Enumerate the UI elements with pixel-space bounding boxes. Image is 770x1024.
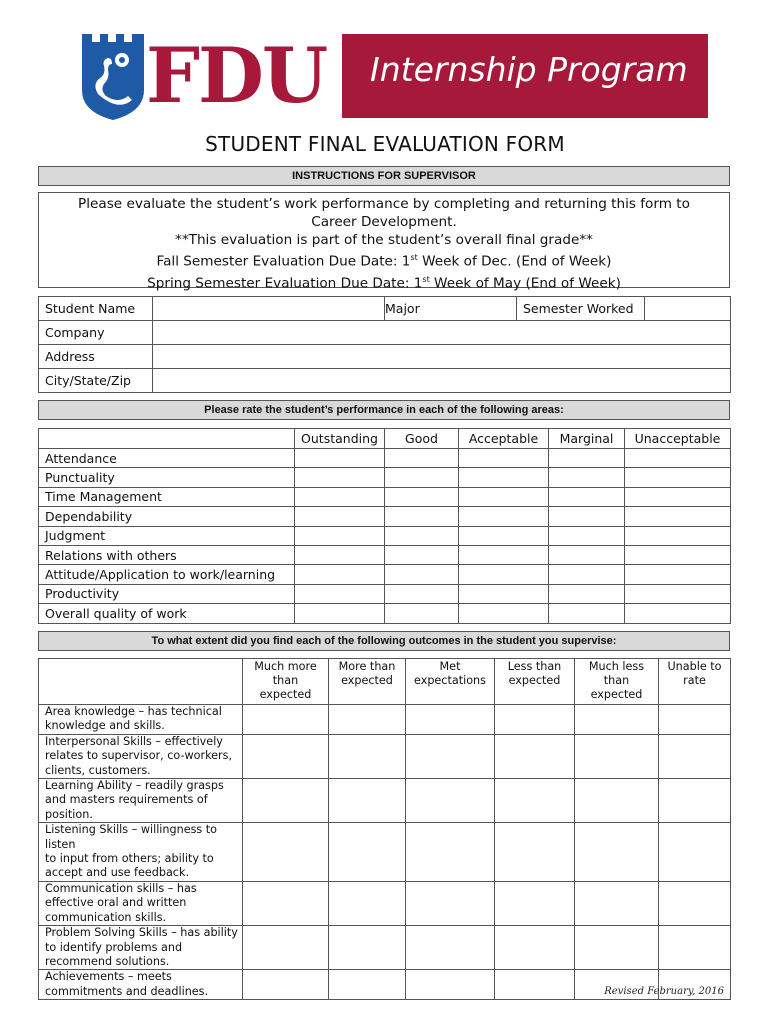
outcome-cell[interactable] <box>329 779 406 823</box>
outcome-cell[interactable] <box>243 734 329 778</box>
outcome-cell[interactable] <box>329 705 406 735</box>
outcome-row <box>39 881 731 925</box>
rating-row <box>39 526 731 545</box>
criterion-label: Productivity <box>39 584 295 603</box>
rating-cell[interactable] <box>625 449 731 468</box>
rating-cell[interactable] <box>625 526 731 545</box>
outcome-row <box>39 705 731 735</box>
rating-cell[interactable] <box>385 487 459 506</box>
rating-cell[interactable] <box>459 468 549 487</box>
rating-cell[interactable] <box>625 584 731 603</box>
outcome-cell[interactable] <box>495 705 575 735</box>
rating-cell[interactable] <box>625 565 731 584</box>
rating-cell[interactable] <box>459 449 549 468</box>
outcome-row <box>39 926 731 970</box>
outcome-cell[interactable] <box>329 823 406 882</box>
rating-corner <box>39 429 295 449</box>
col-more-than-expected: More than expected <box>329 659 406 705</box>
rating-cell[interactable] <box>459 545 549 564</box>
rating-cell[interactable] <box>549 526 625 545</box>
instruction-line-1: Please evaluate the student’s work performance by completing and returning this form to <box>78 196 690 212</box>
col-acceptable: Acceptable <box>459 429 549 449</box>
rating-cell[interactable] <box>549 449 625 468</box>
rating-cell[interactable] <box>385 449 459 468</box>
outcome-cell[interactable] <box>406 823 495 882</box>
rating-cell[interactable] <box>385 507 459 526</box>
criterion-label: Attitude/Application to work/learning <box>39 565 295 584</box>
program-banner <box>342 34 708 118</box>
outcome-cell[interactable] <box>329 970 406 1000</box>
col-marginal: Marginal <box>549 429 625 449</box>
outcome-cell[interactable] <box>575 823 659 882</box>
fall-due-date: Fall Semester Evaluation Due Date: 1st Week of Dec. (End of Week) <box>156 253 612 270</box>
city-state-zip-field[interactable] <box>153 369 731 393</box>
outcome-label: Learning Ability – readily grasps and masters requirements of position. <box>39 779 243 823</box>
outcome-cell[interactable] <box>329 734 406 778</box>
outcome-cell[interactable] <box>659 779 731 823</box>
address-label: Address <box>39 345 153 369</box>
outcome-cell[interactable] <box>495 926 575 970</box>
outcome-row <box>39 779 731 823</box>
rating-cell[interactable] <box>385 526 459 545</box>
company-label: Company <box>39 321 153 345</box>
col-met-expectations: Met expectations <box>406 659 495 705</box>
col-unable-to-rate: Unable to rate <box>659 659 731 705</box>
col-much-more-than-expected: Much more than expected <box>243 659 329 705</box>
outcome-label: Listening Skills – willingness to listen to input from others; ability to accept and use feedback. <box>39 823 243 882</box>
rating-cell[interactable] <box>625 487 731 506</box>
outcome-cell[interactable] <box>495 881 575 925</box>
outcome-cell[interactable] <box>406 779 495 823</box>
rating-cell[interactable] <box>459 507 549 526</box>
outcome-cell[interactable] <box>243 705 329 735</box>
outcome-cell[interactable] <box>659 881 731 925</box>
student-name-field[interactable] <box>153 297 385 321</box>
outcome-cell[interactable] <box>495 779 575 823</box>
outcome-cell[interactable] <box>575 779 659 823</box>
rating-cell[interactable] <box>295 545 385 564</box>
outcomes-corner <box>39 659 243 705</box>
rating-cell[interactable] <box>625 507 731 526</box>
rating-cell[interactable] <box>549 565 625 584</box>
col-good: Good <box>385 429 459 449</box>
rating-row <box>39 468 731 487</box>
rating-cell[interactable] <box>295 565 385 584</box>
rating-cell[interactable] <box>295 507 385 526</box>
rating-cell[interactable] <box>459 526 549 545</box>
rating-cell[interactable] <box>549 545 625 564</box>
outcome-label: Achievements – meets commitments and deadlines. <box>39 970 243 1000</box>
criterion-label: Dependability <box>39 507 295 526</box>
outcome-cell[interactable] <box>406 705 495 735</box>
outcome-cell[interactable] <box>495 823 575 882</box>
outcome-cell[interactable] <box>329 926 406 970</box>
criterion-label: Judgment <box>39 526 295 545</box>
outcome-cell[interactable] <box>575 881 659 925</box>
outcome-cell[interactable] <box>406 881 495 925</box>
rating-cell[interactable] <box>295 604 385 623</box>
rating-row <box>39 565 731 584</box>
instructions-box <box>38 192 730 292</box>
fdu-logo-text: FDU <box>146 31 327 120</box>
col-less-than-expected: Less than expected <box>495 659 575 705</box>
outcome-label: Interpersonal Skills – effectively relates to supervisor, co-workers, clients, customers. <box>39 734 243 778</box>
criterion-label: Overall quality of work <box>39 604 295 623</box>
rating-cell[interactable] <box>549 487 625 506</box>
outcome-cell[interactable] <box>329 881 406 925</box>
outcome-cell[interactable] <box>406 734 495 778</box>
outcome-row <box>39 823 731 882</box>
outcome-cell[interactable] <box>659 926 731 970</box>
criterion-label: Time Management <box>39 487 295 506</box>
major-label <box>385 297 517 321</box>
rating-cell[interactable] <box>385 565 459 584</box>
criterion-label: Punctuality <box>39 468 295 487</box>
city-state-zip-label: City/State/Zip <box>39 369 153 393</box>
rating-cell[interactable] <box>385 604 459 623</box>
rating-cell[interactable] <box>459 487 549 506</box>
fdu-shield-logo <box>82 34 144 120</box>
student-name-label: Student Name <box>39 297 153 321</box>
rating-row <box>39 604 731 623</box>
outcomes-bar: To what extent did you find each of the following outcomes in the student you supervise: <box>38 631 730 651</box>
performance-table <box>38 428 731 624</box>
revision-note: Revised February, 2016 <box>604 986 724 997</box>
semester-field[interactable] <box>645 297 731 321</box>
form-title: STUDENT FINAL EVALUATION FORM <box>205 132 565 156</box>
criterion-label: Relations with others <box>39 545 295 564</box>
outcome-cell[interactable] <box>659 734 731 778</box>
col-much-less-than-expected: Much less than expected <box>575 659 659 705</box>
outcomes-table <box>38 658 731 1000</box>
criterion-label: Attendance <box>39 449 295 468</box>
semester-label: Semester Worked <box>517 297 645 321</box>
outcome-label: Area knowledge – has technical knowledge and skills. <box>39 705 243 735</box>
rating-cell[interactable] <box>625 604 731 623</box>
outcome-cell[interactable] <box>406 926 495 970</box>
rating-cell[interactable] <box>549 507 625 526</box>
student-info-table <box>38 296 731 393</box>
rating-cell[interactable] <box>295 526 385 545</box>
outcome-cell[interactable] <box>243 881 329 925</box>
address-field[interactable] <box>153 345 731 369</box>
rating-cell[interactable] <box>385 584 459 603</box>
outcome-label: Problem Solving Skills – has ability to identify problems and recommend solutions. <box>39 926 243 970</box>
rating-cell[interactable] <box>459 584 549 603</box>
rating-cell[interactable] <box>549 604 625 623</box>
rating-cell[interactable] <box>295 487 385 506</box>
rating-cell[interactable] <box>459 565 549 584</box>
outcome-cell[interactable] <box>659 823 731 882</box>
outcome-cell[interactable] <box>243 779 329 823</box>
rating-cell[interactable] <box>549 468 625 487</box>
rating-row <box>39 449 731 468</box>
outcome-cell[interactable] <box>243 926 329 970</box>
outcome-cell[interactable] <box>495 734 575 778</box>
company-field[interactable] <box>153 321 731 345</box>
outcome-cell[interactable] <box>575 926 659 970</box>
rating-row <box>39 545 731 564</box>
rating-row <box>39 487 731 506</box>
outcome-cell[interactable] <box>243 823 329 882</box>
col-outstanding: Outstanding <box>295 429 385 449</box>
col-unacceptable: Unacceptable <box>625 429 731 449</box>
rating-row <box>39 584 731 603</box>
spring-due-date: Spring Semester Evaluation Due Date: 1st Week of May (End of Week) <box>147 274 621 292</box>
rating-cell[interactable] <box>295 584 385 603</box>
outcome-cell[interactable] <box>243 970 329 1000</box>
rating-cell[interactable] <box>385 545 459 564</box>
rating-cell[interactable] <box>295 449 385 468</box>
rating-cell[interactable] <box>295 468 385 487</box>
rating-cell[interactable] <box>549 584 625 603</box>
performance-bar: Please rate the student’s performance in each of the following areas: <box>38 400 730 420</box>
outcome-cell[interactable] <box>575 705 659 735</box>
banner-title: Internship Program <box>370 50 688 89</box>
rating-cell[interactable] <box>625 545 731 564</box>
outcome-label: Communication skills – has effective oral and written communication skills. <box>39 881 243 925</box>
outcome-cell[interactable] <box>495 970 575 1000</box>
rating-row <box>39 507 731 526</box>
rating-cell[interactable] <box>459 604 549 623</box>
rating-cell[interactable] <box>385 468 459 487</box>
outcome-cell[interactable] <box>575 734 659 778</box>
major-label-text: Major <box>385 301 420 316</box>
outcome-cell[interactable] <box>659 705 731 735</box>
instructions-bar: INSTRUCTIONS FOR SUPERVISOR <box>38 166 730 186</box>
instruction-line-2: Career Development. <box>311 214 457 230</box>
outcome-row <box>39 734 731 778</box>
instruction-line-3: **This evaluation is part of the student’s overall final grade** <box>175 232 593 248</box>
rating-cell[interactable] <box>625 468 731 487</box>
outcome-cell[interactable] <box>406 970 495 1000</box>
